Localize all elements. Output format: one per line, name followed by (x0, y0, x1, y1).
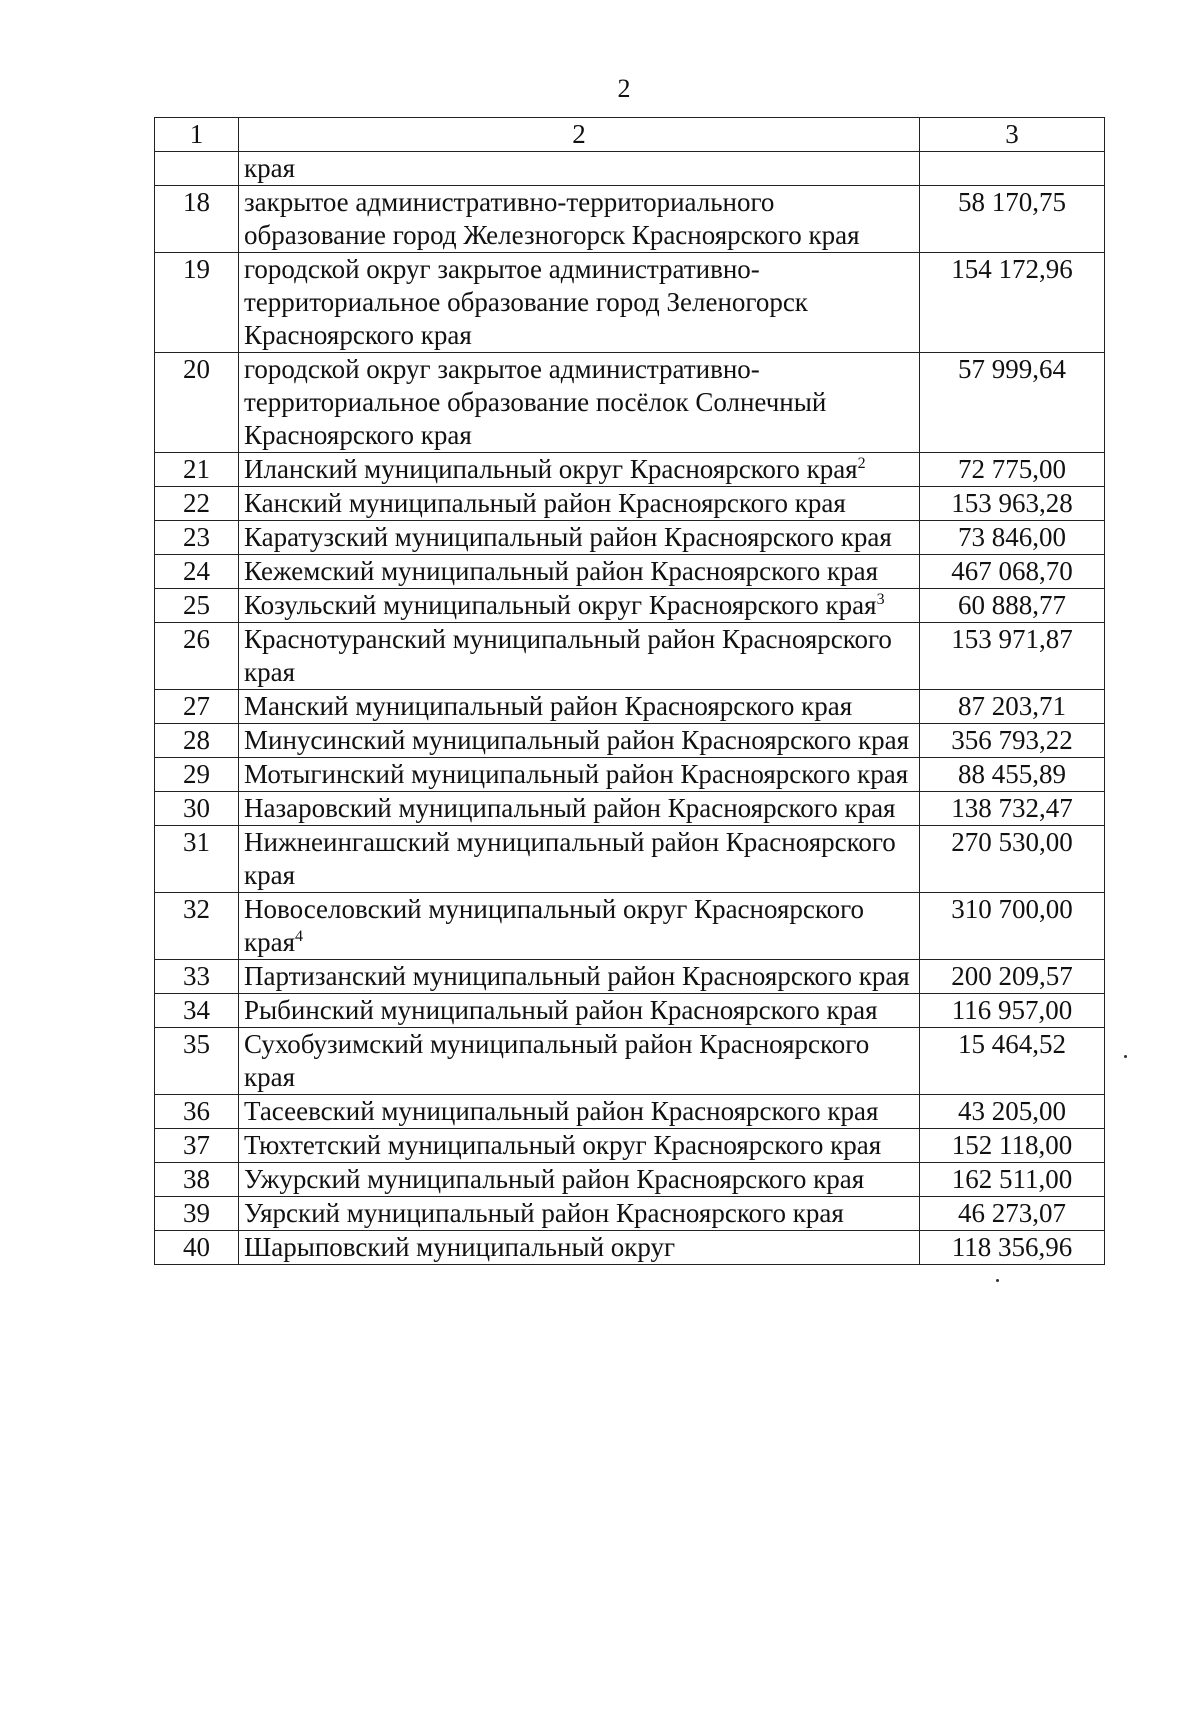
municipality-name: Мотыгинский муниципальный район Красноярского края (244, 759, 909, 789)
table-row (155, 1231, 1105, 1265)
page-number: 2 (617, 74, 631, 103)
table-row (155, 623, 1105, 690)
table-row (155, 826, 1105, 893)
row-number: 18 (155, 186, 239, 253)
table-row (155, 758, 1105, 792)
municipality-name: Назаровский муниципальный район Красноярского края (244, 793, 896, 823)
table-row (155, 724, 1105, 758)
row-number: 26 (155, 623, 239, 690)
amount-value: 356 793,22 (920, 724, 1105, 758)
amount-value: 118 356,96 (920, 1231, 1105, 1265)
municipality-name-cell (239, 960, 920, 994)
table-row (155, 1095, 1105, 1129)
table-row (155, 1197, 1105, 1231)
row-number: 30 (155, 792, 239, 826)
table-row (155, 960, 1105, 994)
row-number: 22 (155, 487, 239, 521)
municipality-name-cell (239, 893, 920, 960)
amount-value: 60 888,77 (920, 589, 1105, 623)
amount-value: 58 170,75 (920, 186, 1105, 253)
municipality-name-cell (239, 724, 920, 758)
municipality-name: закрытое административно-территориального образование город Железногорск Красноярского края (244, 187, 860, 250)
table-row (155, 893, 1105, 960)
municipality-name: Каратузский муниципальный район Красноярского края (244, 522, 892, 552)
table-row (155, 152, 1105, 186)
amount-value: 467 068,70 (920, 555, 1105, 589)
amount-value: 46 273,07 (920, 1197, 1105, 1231)
row-number: 24 (155, 555, 239, 589)
amount-value: 162 511,00 (920, 1163, 1105, 1197)
footnote-marker: 3 (876, 591, 885, 608)
municipality-name-cell (239, 994, 920, 1028)
amount-value: 57 999,64 (920, 353, 1105, 453)
table-row (155, 453, 1105, 487)
row-number: 27 (155, 690, 239, 724)
amount-value: 153 963,28 (920, 487, 1105, 521)
municipality-name-cell (239, 1129, 920, 1163)
amount-value: 43 205,00 (920, 1095, 1105, 1129)
row-number: 36 (155, 1095, 239, 1129)
municipality-name: края (244, 153, 296, 183)
table-row (155, 253, 1105, 353)
table-row (155, 555, 1105, 589)
table-row (155, 690, 1105, 724)
municipality-name-cell (239, 758, 920, 792)
municipality-name: городской округ закрытое административно-территориальное образование город Зеленогорск Красноярского края (244, 254, 808, 350)
amount-value: 138 732,47 (920, 792, 1105, 826)
amount-value: 87 203,71 (920, 690, 1105, 724)
municipality-name: Нижнеингашский муниципальный район Красноярского края (244, 827, 896, 890)
table-row (155, 589, 1105, 623)
row-number: 21 (155, 453, 239, 487)
table-body (155, 152, 1105, 1265)
municipality-name: Ужурский муниципальный район Красноярского края (244, 1164, 865, 1194)
amount-value: 72 775,00 (920, 453, 1105, 487)
table-row (155, 1129, 1105, 1163)
footnote-marker: 2 (857, 455, 866, 472)
row-number: 25 (155, 589, 239, 623)
table-row (155, 1163, 1105, 1197)
footnote-marker: 4 (295, 928, 304, 945)
scan-speck (1124, 1055, 1127, 1058)
municipality-name-cell (239, 487, 920, 521)
municipality-name-cell (239, 1231, 920, 1265)
amount-value: 152 118,00 (920, 1129, 1105, 1163)
amount-value: 153 971,87 (920, 623, 1105, 690)
municipality-name: Манский муниципальный район Красноярского края (244, 691, 853, 721)
row-number: 39 (155, 1197, 239, 1231)
row-number: 19 (155, 253, 239, 353)
municipality-name-cell (239, 353, 920, 453)
municipality-name-cell (239, 152, 920, 186)
municipality-name-cell (239, 623, 920, 690)
municipality-name: Тасеевский муниципальный район Красноярского края (244, 1096, 879, 1126)
municipality-name: Сухобузимский муниципальный район Красноярского края (244, 1029, 870, 1092)
amount-value (920, 152, 1105, 186)
column-header-number: 1 (155, 118, 239, 152)
row-number: 20 (155, 353, 239, 453)
row-number (155, 152, 239, 186)
row-number: 28 (155, 724, 239, 758)
amount-value: 200 209,57 (920, 960, 1105, 994)
municipality-name: Новоселовский муниципальный округ Красноярского края (244, 894, 865, 957)
data-table (154, 117, 1105, 1265)
municipality-name: Козульский муниципальный округ Красноярского края (244, 590, 877, 620)
municipality-name: Тюхтетский муниципальный округ Красноярского края (244, 1130, 882, 1160)
municipality-name: Шарыповский муниципальный округ (244, 1232, 676, 1262)
amount-value: 88 455,89 (920, 758, 1105, 792)
municipality-name-cell (239, 1163, 920, 1197)
table-row (155, 521, 1105, 555)
row-number: 33 (155, 960, 239, 994)
row-number: 40 (155, 1231, 239, 1265)
municipality-name: Кежемский муниципальный район Красноярского края (244, 556, 879, 586)
row-number: 37 (155, 1129, 239, 1163)
amount-value: 154 172,96 (920, 253, 1105, 353)
municipality-name: Канский муниципальный район Красноярского края (244, 488, 846, 518)
amount-value: 310 700,00 (920, 893, 1105, 960)
table-row (155, 487, 1105, 521)
amount-value: 15 464,52 (920, 1028, 1105, 1095)
amount-value: 116 957,00 (920, 994, 1105, 1028)
municipality-name: Рыбинский муниципальный район Красноярского края (244, 995, 878, 1025)
municipality-name-cell (239, 826, 920, 893)
municipality-name-cell (239, 1028, 920, 1095)
table-row (155, 353, 1105, 453)
municipality-name: Краснотуранский муниципальный район Красноярского края (244, 624, 892, 687)
row-number: 38 (155, 1163, 239, 1197)
row-number: 29 (155, 758, 239, 792)
municipality-name-cell (239, 253, 920, 353)
table-row (155, 186, 1105, 253)
table-header-row (155, 118, 1105, 152)
table-row (155, 792, 1105, 826)
municipality-name-cell (239, 453, 920, 487)
row-number: 34 (155, 994, 239, 1028)
municipality-name-cell (239, 521, 920, 555)
municipality-name-cell (239, 186, 920, 253)
municipality-name: Иланский муниципальный округ Красноярского края (244, 454, 858, 484)
column-header-value: 3 (920, 118, 1105, 152)
row-number: 31 (155, 826, 239, 893)
column-header-name: 2 (239, 118, 920, 152)
municipality-name-cell (239, 1095, 920, 1129)
row-number: 35 (155, 1028, 239, 1095)
municipality-name-cell (239, 555, 920, 589)
municipality-name: Уярский муниципальный район Красноярского края (244, 1198, 844, 1228)
scan-speck (996, 1279, 999, 1282)
municipality-name: Партизанский муниципальный район Красноярского края (244, 961, 910, 991)
municipality-name: Минусинский муниципальный район Красноярского края (244, 725, 910, 755)
amount-value: 73 846,00 (920, 521, 1105, 555)
municipality-name-cell (239, 792, 920, 826)
municipality-name-cell (239, 1197, 920, 1231)
municipality-name-cell (239, 690, 920, 724)
municipality-name-cell (239, 589, 920, 623)
row-number: 23 (155, 521, 239, 555)
municipality-name: городской округ закрытое административно-территориальное образование посёлок Солнечный Красноярского края (244, 354, 827, 450)
table-row (155, 1028, 1105, 1095)
table-row (155, 994, 1105, 1028)
amount-value: 270 530,00 (920, 826, 1105, 893)
row-number: 32 (155, 893, 239, 960)
